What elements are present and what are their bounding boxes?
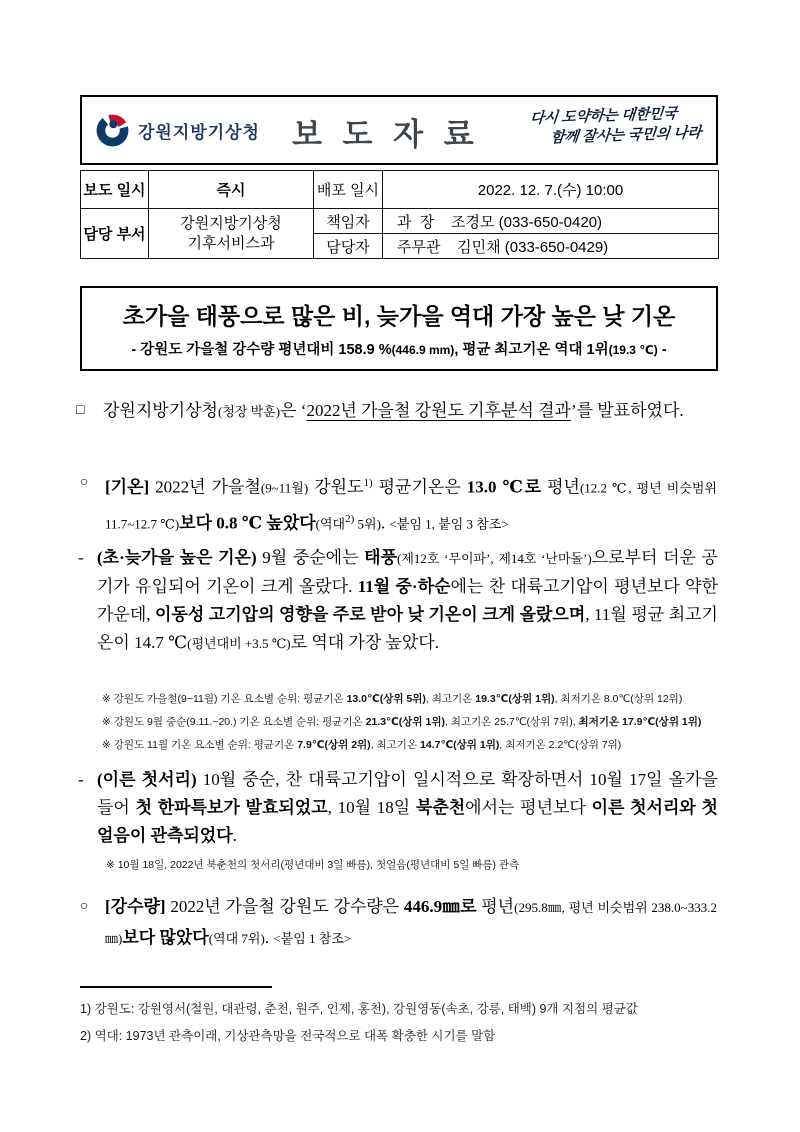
headline-subtitle: - 강원도 가을철 강수량 평년대비 158.9 %(446.9 mm), 평균 최고기온 역대 1위(19.3 ℃) - xyxy=(131,342,667,358)
reference-note-1: ※ 강원도 가을철(9~11월) 기온 요소별 순위: 평균기온 13.0℃(상위 5위), 최고기온 19.3℃(상위 1위), 최저기온 8.0℃(상위 12위) xyxy=(102,693,683,705)
paragraph-announcement-text: 강원지방기상청(청장 박훈)은 ‘2022년 가을철 강원도 기후분석 결과’를 발표하였다. xyxy=(103,401,684,420)
paragraph-precipitation xyxy=(80,892,717,954)
department-value xyxy=(149,209,314,259)
department-line-1: 강원지방기상청 xyxy=(180,214,282,232)
footnote-divider xyxy=(80,986,272,988)
department-line-2: 기후서비스과 xyxy=(187,234,275,252)
dash-bullet-icon: - xyxy=(78,770,84,789)
paragraph-temperature-text: [기온] 2022년 가을철(9~11월) 강원도$^{1)}$ 평균기온은 13.0 ℃로 평년(12.2 ℃, 평년 비슷범위 11.7~12.7 ℃)보다 0.8 ℃ 높았다(역대$^{2)}$ 5위). <붙임 1, 붙임 3 참조> xyxy=(105,477,717,533)
release-info-table xyxy=(80,170,719,259)
staff-value: 주무관 김민채 (033-650-0429) xyxy=(383,234,719,259)
government-slogan xyxy=(527,103,704,149)
paragraph-early-late-autumn xyxy=(78,544,718,658)
circle-bullet-icon: ○ xyxy=(80,899,89,914)
distribute-date-label: 배포 일시 xyxy=(314,171,383,209)
paragraph-announcement xyxy=(76,396,718,427)
paragraph-first-frost xyxy=(78,766,718,850)
footnotes xyxy=(80,996,720,1050)
reference-notes xyxy=(102,688,718,757)
slogan-line-1: 다시 도약하는 대한민국 xyxy=(528,105,678,128)
agency-name: 강원지방기상청 xyxy=(138,123,260,142)
paragraph-early-late-autumn-text: (초·늦가을 높은 기온) 9월 중순에는 태풍(제12호 ‘무이파’, 제14호 ‘난마돌’)으로부터 더운 공기가 유입되어 기온이 크게 올랐다. 11월 중·하순에는 찬 대륙고기압이 평년보다 약한 가운데, 이동성 고기압의 영향을 주로 받아 낮 기온이 크게 올랐으며, 11월 평균 최고기온이 14.7 ℃(평년대비 +3.5 ℃)로 역대 가장 높았다. xyxy=(97,548,718,652)
footnote-1: 1) 강원도: 강원영서(철원, 대관령, 춘천, 원주, 인제, 홍천), 강원영동(속초, 강릉, 태백) 9개 지점의 평균값 xyxy=(80,1002,638,1016)
release-date-label: 보도 일시 xyxy=(81,171,149,209)
dash-bullet-icon: - xyxy=(78,548,84,567)
headline-box xyxy=(80,286,718,371)
paragraph-precipitation-text: [강수량] 2022년 가을철 강원도 강수량은 446.9㎜로 평년(295.8㎜, 평년 비슷범위 238.0~333.2㎜)보다 많았다(역대 7위). <붙임 1 참조> xyxy=(105,897,717,947)
paragraph-first-frost-text: (이른 첫서리) 10월 중순, 찬 대륙고기압이 일시적으로 확장하면서 10월 17일 올가을 들어 첫 한파특보가 발효되었고, 10월 18일 북춘천에서는 평년보다 이른 첫서리와 첫얼음이 관측되었다. xyxy=(97,770,718,845)
reference-note-2: ※ 강원도 9월 중순(9.11.~20.) 기온 요소별 순위: 평균기온 21.3℃(상위 1위), 최고기온 25.7℃(상위 7위), 최저기온 17.9℃(상위 1위) xyxy=(102,716,702,728)
release-date-value: 즉시 xyxy=(149,171,314,209)
agency-logo xyxy=(96,114,260,147)
reference-note-3: ※ 강원도 11월 기온 요소별 순위: 평균기온 7.9℃(상위 2위), 최고기온 14.7℃(상위 1위), 최저기온 2.2℃(상위 7위) xyxy=(102,739,622,751)
staff-label: 담당자 xyxy=(314,234,383,259)
department-label: 담당 부서 xyxy=(81,209,149,259)
document-type-title: 보 도 자 료 xyxy=(292,117,480,152)
slogan-line-2: 함께 잘사는 국민의 나라 xyxy=(549,124,702,147)
reference-note-4: ※ 10월 18일, 2022년 북춘천의 첫서리(평년대비 3일 빠름), 첫얼음(평년대비 5일 빠름) 관측 xyxy=(106,859,520,871)
press-release-header xyxy=(80,95,718,165)
footnote-2: 2) 역대: 1973년 관측이래, 기상관측망을 전국적으로 대폭 확충한 시기를 말함 xyxy=(80,1029,496,1043)
government-emblem-icon xyxy=(96,114,129,147)
square-bullet-icon: □ xyxy=(76,403,85,418)
paragraph-temperature xyxy=(80,468,717,539)
manager-value: 과 장 조경모 (033-650-0420) xyxy=(383,209,719,234)
headline-title: 초가을 태풍으로 많은 비, 늦가을 역대 가장 높은 낮 기온 xyxy=(122,303,676,329)
circle-bullet-icon: ○ xyxy=(80,475,89,490)
distribute-date-value: 2022. 12. 7.(수) 10:00 xyxy=(383,171,719,209)
manager-label: 책임자 xyxy=(314,209,383,234)
